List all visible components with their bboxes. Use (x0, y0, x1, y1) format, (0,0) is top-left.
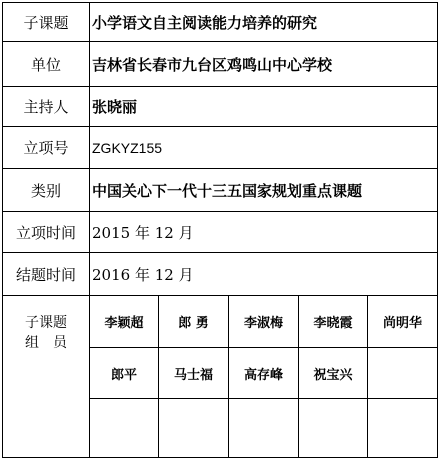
member-cell: 李淑梅 (243, 316, 283, 331)
member-cell: 郎平 (110, 367, 137, 383)
member-cell: 郎 勇 (178, 316, 209, 331)
member-cell: 祝宝兴 (313, 367, 353, 383)
member-cell: 马士福 (173, 367, 213, 383)
label-category: 类别 (30, 181, 61, 200)
value-start-date: 2015 年 12 月 (92, 223, 194, 242)
value-subtopic: 小学语文自主阅读能力培养的研究 (92, 13, 318, 32)
value-category: 中国关心下一代十三五国家规划重点课题 (92, 181, 363, 200)
label-members (3, 305, 89, 361)
member-cell: 李颖超 (104, 316, 144, 331)
label-host: 主持人 (23, 98, 69, 116)
member-cell-empty (368, 348, 437, 398)
label-members-line2: 组 员 (25, 335, 67, 351)
rule (89, 398, 438, 399)
project-info-table (2, 2, 438, 458)
label-end-date: 结题时间 (15, 265, 76, 284)
label-members-line1: 子课题 (25, 315, 67, 331)
label-start-date: 立项时间 (15, 223, 76, 242)
value-host: 张晓丽 (92, 98, 138, 116)
member-cell: 李晓霞 (313, 316, 353, 331)
member-cell: 尚明华 (382, 316, 422, 331)
rule (437, 2, 438, 458)
value-project-number: ZGKYZ155 (92, 139, 163, 156)
value-end-date: 2016 年 12 月 (92, 265, 194, 284)
rule (2, 457, 438, 458)
label-project-number: 立项号 (23, 139, 69, 157)
value-unit: 吉林省长春市九台区鸡鸣山中心学校 (92, 55, 333, 74)
label-unit: 单位 (30, 55, 61, 74)
member-cell: 高存峰 (243, 367, 283, 383)
label-subtopic: 子课题 (23, 13, 69, 32)
